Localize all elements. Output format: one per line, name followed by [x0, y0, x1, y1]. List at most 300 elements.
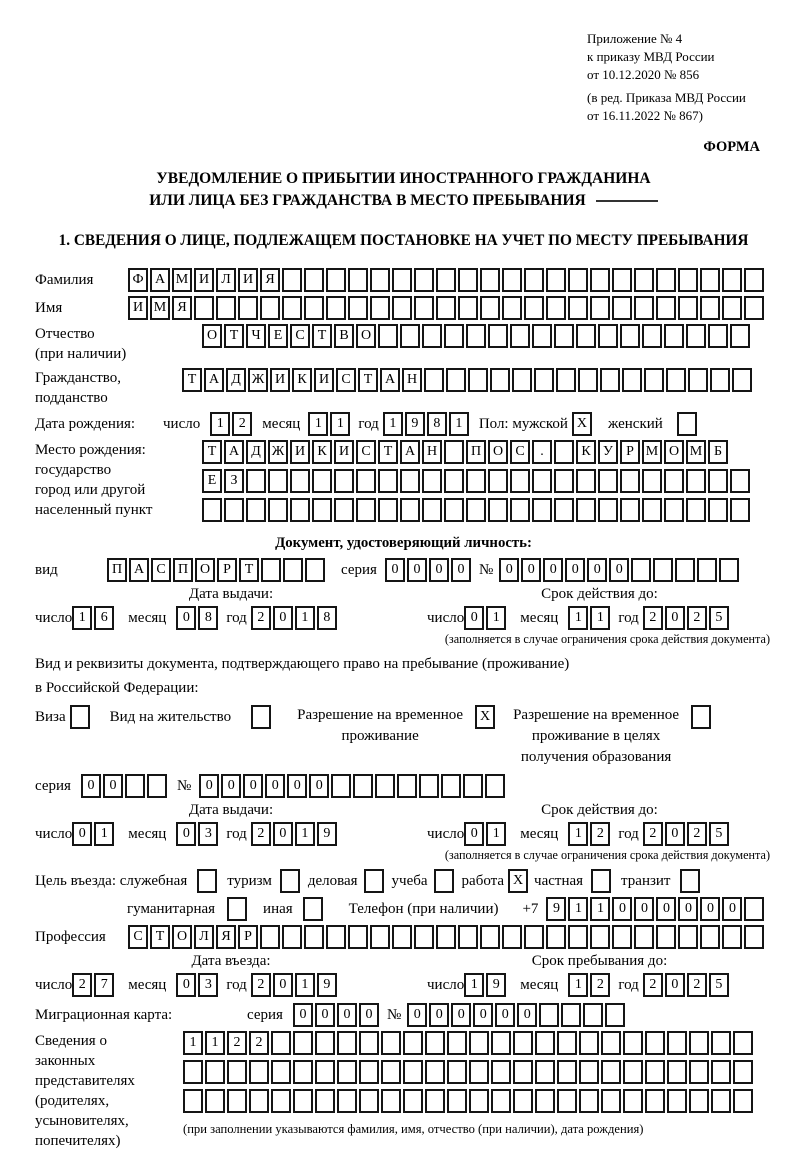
char-cell[interactable]: 0: [315, 1003, 335, 1027]
char-cell[interactable]: [612, 268, 632, 292]
char-cell[interactable]: [601, 1089, 621, 1113]
char-cell[interactable]: [375, 774, 395, 798]
char-cell[interactable]: [194, 296, 214, 320]
char-cell[interactable]: [381, 1031, 401, 1055]
char-cell[interactable]: Н: [422, 440, 442, 464]
char-cell[interactable]: О: [172, 925, 192, 949]
char-cell[interactable]: [664, 469, 684, 493]
char-cell[interactable]: [359, 1060, 379, 1084]
char-cell[interactable]: А: [224, 440, 244, 464]
char-cell[interactable]: [513, 1060, 533, 1084]
char-cell[interactable]: [425, 1089, 445, 1113]
char-cell[interactable]: Н: [402, 368, 422, 392]
char-cell[interactable]: 0: [665, 606, 685, 630]
char-cell[interactable]: 1: [568, 606, 588, 630]
char-cell[interactable]: 0: [273, 822, 293, 846]
char-cell[interactable]: [400, 469, 420, 493]
char-cell[interactable]: [623, 1060, 643, 1084]
char-cell[interactable]: [326, 925, 346, 949]
char-cell[interactable]: 0: [464, 606, 484, 630]
char-cell[interactable]: [469, 1031, 489, 1055]
char-cell[interactable]: [348, 268, 368, 292]
char-cell[interactable]: [579, 1060, 599, 1084]
char-cell[interactable]: [400, 324, 420, 348]
char-cell[interactable]: [447, 1060, 467, 1084]
char-cell[interactable]: 2: [643, 973, 663, 997]
char-cell[interactable]: [227, 897, 247, 921]
char-cell[interactable]: З: [224, 469, 244, 493]
char-cell[interactable]: 1: [590, 897, 610, 921]
char-cell[interactable]: И: [270, 368, 290, 392]
char-cell[interactable]: [268, 469, 288, 493]
char-cell[interactable]: П: [173, 558, 193, 582]
char-cell[interactable]: [601, 1031, 621, 1055]
char-cell[interactable]: У: [598, 440, 618, 464]
char-cell[interactable]: .: [532, 440, 552, 464]
char-cell[interactable]: [469, 1060, 489, 1084]
char-cell[interactable]: [480, 296, 500, 320]
char-cell[interactable]: [205, 1060, 225, 1084]
char-cell[interactable]: 0: [521, 558, 541, 582]
char-cell[interactable]: [598, 469, 618, 493]
char-cell[interactable]: [315, 1089, 335, 1113]
char-cell[interactable]: [246, 498, 266, 522]
char-cell[interactable]: [733, 1060, 753, 1084]
char-cell[interactable]: [524, 296, 544, 320]
char-cell[interactable]: 0: [543, 558, 563, 582]
char-cell[interactable]: [554, 440, 574, 464]
char-cell[interactable]: М: [686, 440, 706, 464]
char-cell[interactable]: О: [202, 324, 222, 348]
char-cell[interactable]: 3: [198, 822, 218, 846]
char-cell[interactable]: 1: [295, 973, 315, 997]
char-cell[interactable]: [249, 1089, 269, 1113]
char-cell[interactable]: 2: [251, 606, 271, 630]
char-cell[interactable]: [447, 1089, 467, 1113]
char-cell[interactable]: И: [194, 268, 214, 292]
char-cell[interactable]: [645, 1031, 665, 1055]
char-cell[interactable]: [282, 925, 302, 949]
char-cell[interactable]: Р: [217, 558, 237, 582]
char-cell[interactable]: [532, 324, 552, 348]
char-cell[interactable]: [458, 296, 478, 320]
char-cell[interactable]: [535, 1031, 555, 1055]
char-cell[interactable]: М: [150, 296, 170, 320]
char-cell[interactable]: [334, 469, 354, 493]
char-cell[interactable]: Е: [202, 469, 222, 493]
char-cell[interactable]: 9: [546, 897, 566, 921]
char-cell[interactable]: 9: [317, 822, 337, 846]
char-cell[interactable]: 0: [612, 897, 632, 921]
char-cell[interactable]: 0: [293, 1003, 313, 1027]
char-cell[interactable]: [458, 268, 478, 292]
char-cell[interactable]: [271, 1089, 291, 1113]
char-cell[interactable]: 2: [251, 822, 271, 846]
char-cell[interactable]: С: [510, 440, 530, 464]
char-cell[interactable]: [623, 1031, 643, 1055]
char-cell[interactable]: [444, 324, 464, 348]
char-cell[interactable]: К: [292, 368, 312, 392]
char-cell[interactable]: 0: [678, 897, 698, 921]
char-cell[interactable]: [303, 897, 323, 921]
char-cell[interactable]: [554, 498, 574, 522]
char-cell[interactable]: 0: [451, 1003, 471, 1027]
char-cell[interactable]: Ж: [268, 440, 288, 464]
char-cell[interactable]: 0: [265, 774, 285, 798]
char-cell[interactable]: [480, 268, 500, 292]
char-cell[interactable]: [304, 268, 324, 292]
char-cell[interactable]: [578, 368, 598, 392]
char-cell[interactable]: [645, 1060, 665, 1084]
char-cell[interactable]: [370, 925, 390, 949]
char-cell[interactable]: 0: [656, 897, 676, 921]
char-cell[interactable]: 2: [687, 973, 707, 997]
char-cell[interactable]: 2: [590, 973, 610, 997]
char-cell[interactable]: 3: [198, 973, 218, 997]
char-cell[interactable]: [491, 1089, 511, 1113]
char-cell[interactable]: 7: [94, 973, 114, 997]
char-cell[interactable]: [590, 925, 610, 949]
char-cell[interactable]: [634, 925, 654, 949]
char-cell[interactable]: Ф: [128, 268, 148, 292]
char-cell[interactable]: [359, 1031, 379, 1055]
char-cell[interactable]: [653, 558, 673, 582]
char-cell[interactable]: [664, 324, 684, 348]
char-cell[interactable]: [708, 469, 728, 493]
char-cell[interactable]: [238, 296, 258, 320]
char-cell[interactable]: [612, 925, 632, 949]
char-cell[interactable]: [590, 296, 610, 320]
char-cell[interactable]: 0: [407, 1003, 427, 1027]
char-cell[interactable]: 2: [687, 822, 707, 846]
char-cell[interactable]: 0: [665, 822, 685, 846]
char-cell[interactable]: Ч: [246, 324, 266, 348]
char-cell[interactable]: [466, 498, 486, 522]
char-cell[interactable]: [403, 1031, 423, 1055]
char-cell[interactable]: 0: [407, 558, 427, 582]
char-cell[interactable]: 0: [700, 897, 720, 921]
char-cell[interactable]: [280, 869, 300, 893]
char-cell[interactable]: Б: [708, 440, 728, 464]
char-cell[interactable]: [634, 296, 654, 320]
char-cell[interactable]: [378, 498, 398, 522]
char-cell[interactable]: [370, 296, 390, 320]
char-cell[interactable]: [260, 925, 280, 949]
char-cell[interactable]: О: [664, 440, 684, 464]
char-cell[interactable]: [216, 296, 236, 320]
char-cell[interactable]: [689, 1060, 709, 1084]
char-cell[interactable]: [304, 296, 324, 320]
char-cell[interactable]: [378, 469, 398, 493]
char-cell[interactable]: [719, 558, 739, 582]
char-cell[interactable]: [502, 925, 522, 949]
char-cell[interactable]: [512, 368, 532, 392]
char-cell[interactable]: [557, 1089, 577, 1113]
char-cell[interactable]: [678, 925, 698, 949]
char-cell[interactable]: [612, 296, 632, 320]
char-cell[interactable]: [579, 1089, 599, 1113]
char-cell[interactable]: [260, 296, 280, 320]
char-cell[interactable]: [708, 324, 728, 348]
char-cell[interactable]: С: [128, 925, 148, 949]
char-cell[interactable]: [634, 268, 654, 292]
char-cell[interactable]: [469, 1089, 489, 1113]
char-cell[interactable]: [434, 869, 454, 893]
char-cell[interactable]: Р: [620, 440, 640, 464]
char-cell[interactable]: [271, 1031, 291, 1055]
char-cell[interactable]: 0: [464, 822, 484, 846]
char-cell[interactable]: 0: [722, 897, 742, 921]
char-cell[interactable]: [397, 774, 417, 798]
char-cell[interactable]: [392, 296, 412, 320]
char-cell[interactable]: [656, 268, 676, 292]
char-cell[interactable]: 8: [427, 412, 447, 436]
char-cell[interactable]: [620, 324, 640, 348]
char-cell[interactable]: [510, 498, 530, 522]
char-cell[interactable]: Т: [202, 440, 222, 464]
char-cell[interactable]: [697, 558, 717, 582]
char-cell[interactable]: 8: [317, 606, 337, 630]
char-cell[interactable]: [312, 498, 332, 522]
char-cell[interactable]: 5: [709, 973, 729, 997]
char-cell[interactable]: [535, 1060, 555, 1084]
char-cell[interactable]: 2: [249, 1031, 269, 1055]
char-cell[interactable]: 0: [665, 973, 685, 997]
char-cell[interactable]: 1: [295, 606, 315, 630]
char-cell[interactable]: [645, 1089, 665, 1113]
char-cell[interactable]: [337, 1089, 357, 1113]
char-cell[interactable]: [400, 498, 420, 522]
char-cell[interactable]: [490, 368, 510, 392]
char-cell[interactable]: [591, 869, 611, 893]
char-cell[interactable]: И: [128, 296, 148, 320]
char-cell[interactable]: [466, 324, 486, 348]
char-cell[interactable]: Я: [260, 268, 280, 292]
char-cell[interactable]: [644, 368, 664, 392]
char-cell[interactable]: [502, 296, 522, 320]
char-cell[interactable]: [535, 1089, 555, 1113]
char-cell[interactable]: [381, 1089, 401, 1113]
char-cell[interactable]: [249, 1060, 269, 1084]
char-cell[interactable]: [730, 469, 750, 493]
char-cell[interactable]: [356, 469, 376, 493]
char-cell[interactable]: [576, 469, 596, 493]
char-cell[interactable]: [744, 925, 764, 949]
char-cell[interactable]: [686, 469, 706, 493]
char-cell[interactable]: Р: [238, 925, 258, 949]
char-cell[interactable]: [183, 1060, 203, 1084]
char-cell[interactable]: X: [475, 705, 495, 729]
char-cell[interactable]: 0: [221, 774, 241, 798]
char-cell[interactable]: [513, 1031, 533, 1055]
char-cell[interactable]: [414, 925, 434, 949]
char-cell[interactable]: [444, 469, 464, 493]
char-cell[interactable]: [414, 296, 434, 320]
char-cell[interactable]: [480, 925, 500, 949]
char-cell[interactable]: П: [466, 440, 486, 464]
char-cell[interactable]: 0: [587, 558, 607, 582]
char-cell[interactable]: [414, 268, 434, 292]
char-cell[interactable]: 1: [486, 606, 506, 630]
char-cell[interactable]: 0: [609, 558, 629, 582]
char-cell[interactable]: [733, 1031, 753, 1055]
char-cell[interactable]: [290, 469, 310, 493]
char-cell[interactable]: А: [129, 558, 149, 582]
char-cell[interactable]: [271, 1060, 291, 1084]
char-cell[interactable]: [348, 925, 368, 949]
char-cell[interactable]: [422, 324, 442, 348]
char-cell[interactable]: [532, 498, 552, 522]
char-cell[interactable]: [334, 498, 354, 522]
char-cell[interactable]: 0: [499, 558, 519, 582]
char-cell[interactable]: 0: [176, 822, 196, 846]
char-cell[interactable]: 0: [337, 1003, 357, 1027]
char-cell[interactable]: Я: [216, 925, 236, 949]
char-cell[interactable]: 0: [565, 558, 585, 582]
char-cell[interactable]: 0: [273, 973, 293, 997]
char-cell[interactable]: [513, 1089, 533, 1113]
char-cell[interactable]: [312, 469, 332, 493]
char-cell[interactable]: [353, 774, 373, 798]
char-cell[interactable]: 0: [359, 1003, 379, 1027]
char-cell[interactable]: [590, 268, 610, 292]
char-cell[interactable]: [598, 498, 618, 522]
char-cell[interactable]: С: [151, 558, 171, 582]
char-cell[interactable]: [227, 1089, 247, 1113]
char-cell[interactable]: [689, 1089, 709, 1113]
char-cell[interactable]: [422, 498, 442, 522]
char-cell[interactable]: [620, 469, 640, 493]
char-cell[interactable]: [667, 1031, 687, 1055]
char-cell[interactable]: И: [314, 368, 334, 392]
char-cell[interactable]: [468, 368, 488, 392]
char-cell[interactable]: [331, 774, 351, 798]
char-cell[interactable]: [620, 498, 640, 522]
char-cell[interactable]: [403, 1089, 423, 1113]
char-cell[interactable]: [305, 558, 325, 582]
char-cell[interactable]: [642, 498, 662, 522]
char-cell[interactable]: 6: [94, 606, 114, 630]
char-cell[interactable]: [680, 869, 700, 893]
char-cell[interactable]: [463, 774, 483, 798]
char-cell[interactable]: 1: [568, 973, 588, 997]
char-cell[interactable]: [348, 296, 368, 320]
char-cell[interactable]: [524, 268, 544, 292]
char-cell[interactable]: В: [334, 324, 354, 348]
char-cell[interactable]: 0: [176, 606, 196, 630]
char-cell[interactable]: П: [107, 558, 127, 582]
char-cell[interactable]: [370, 268, 390, 292]
char-cell[interactable]: [488, 324, 508, 348]
char-cell[interactable]: Д: [246, 440, 266, 464]
char-cell[interactable]: [601, 1060, 621, 1084]
char-cell[interactable]: [688, 368, 708, 392]
char-cell[interactable]: [315, 1060, 335, 1084]
char-cell[interactable]: 1: [205, 1031, 225, 1055]
char-cell[interactable]: [642, 324, 662, 348]
char-cell[interactable]: [554, 324, 574, 348]
char-cell[interactable]: [444, 440, 464, 464]
char-cell[interactable]: 9: [317, 973, 337, 997]
char-cell[interactable]: [359, 1089, 379, 1113]
char-cell[interactable]: [561, 1003, 581, 1027]
char-cell[interactable]: [436, 296, 456, 320]
char-cell[interactable]: Т: [224, 324, 244, 348]
char-cell[interactable]: 0: [309, 774, 329, 798]
char-cell[interactable]: 2: [590, 822, 610, 846]
char-cell[interactable]: А: [400, 440, 420, 464]
char-cell[interactable]: Т: [378, 440, 398, 464]
char-cell[interactable]: [568, 925, 588, 949]
char-cell[interactable]: 0: [81, 774, 101, 798]
char-cell[interactable]: 1: [183, 1031, 203, 1055]
char-cell[interactable]: [557, 1060, 577, 1084]
char-cell[interactable]: [315, 1031, 335, 1055]
char-cell[interactable]: [283, 558, 303, 582]
char-cell[interactable]: 2: [232, 412, 252, 436]
char-cell[interactable]: [656, 296, 676, 320]
char-cell[interactable]: [622, 368, 642, 392]
char-cell[interactable]: [356, 498, 376, 522]
char-cell[interactable]: Д: [226, 368, 246, 392]
char-cell[interactable]: [554, 469, 574, 493]
char-cell[interactable]: 0: [429, 1003, 449, 1027]
char-cell[interactable]: [458, 925, 478, 949]
char-cell[interactable]: [424, 368, 444, 392]
char-cell[interactable]: X: [572, 412, 592, 436]
char-cell[interactable]: [744, 268, 764, 292]
char-cell[interactable]: [691, 705, 711, 729]
char-cell[interactable]: 2: [643, 606, 663, 630]
char-cell[interactable]: 0: [287, 774, 307, 798]
char-cell[interactable]: М: [172, 268, 192, 292]
char-cell[interactable]: Т: [150, 925, 170, 949]
char-cell[interactable]: 0: [495, 1003, 515, 1027]
char-cell[interactable]: [568, 268, 588, 292]
char-cell[interactable]: [282, 268, 302, 292]
char-cell[interactable]: [381, 1060, 401, 1084]
char-cell[interactable]: [202, 498, 222, 522]
char-cell[interactable]: [700, 268, 720, 292]
char-cell[interactable]: Я: [172, 296, 192, 320]
char-cell[interactable]: [444, 498, 464, 522]
char-cell[interactable]: 0: [72, 822, 92, 846]
char-cell[interactable]: [491, 1060, 511, 1084]
char-cell[interactable]: [502, 268, 522, 292]
char-cell[interactable]: [532, 469, 552, 493]
char-cell[interactable]: А: [150, 268, 170, 292]
char-cell[interactable]: 1: [486, 822, 506, 846]
char-cell[interactable]: [491, 1031, 511, 1055]
char-cell[interactable]: [686, 324, 706, 348]
char-cell[interactable]: [425, 1031, 445, 1055]
char-cell[interactable]: [667, 1089, 687, 1113]
char-cell[interactable]: [268, 498, 288, 522]
char-cell[interactable]: Т: [239, 558, 259, 582]
char-cell[interactable]: [425, 1060, 445, 1084]
char-cell[interactable]: 0: [473, 1003, 493, 1027]
char-cell[interactable]: [326, 296, 346, 320]
char-cell[interactable]: [710, 368, 730, 392]
char-cell[interactable]: [197, 869, 217, 893]
char-cell[interactable]: [337, 1060, 357, 1084]
char-cell[interactable]: [510, 469, 530, 493]
char-cell[interactable]: 2: [251, 973, 271, 997]
char-cell[interactable]: [510, 324, 530, 348]
char-cell[interactable]: [568, 296, 588, 320]
char-cell[interactable]: [446, 368, 466, 392]
char-cell[interactable]: М: [642, 440, 662, 464]
